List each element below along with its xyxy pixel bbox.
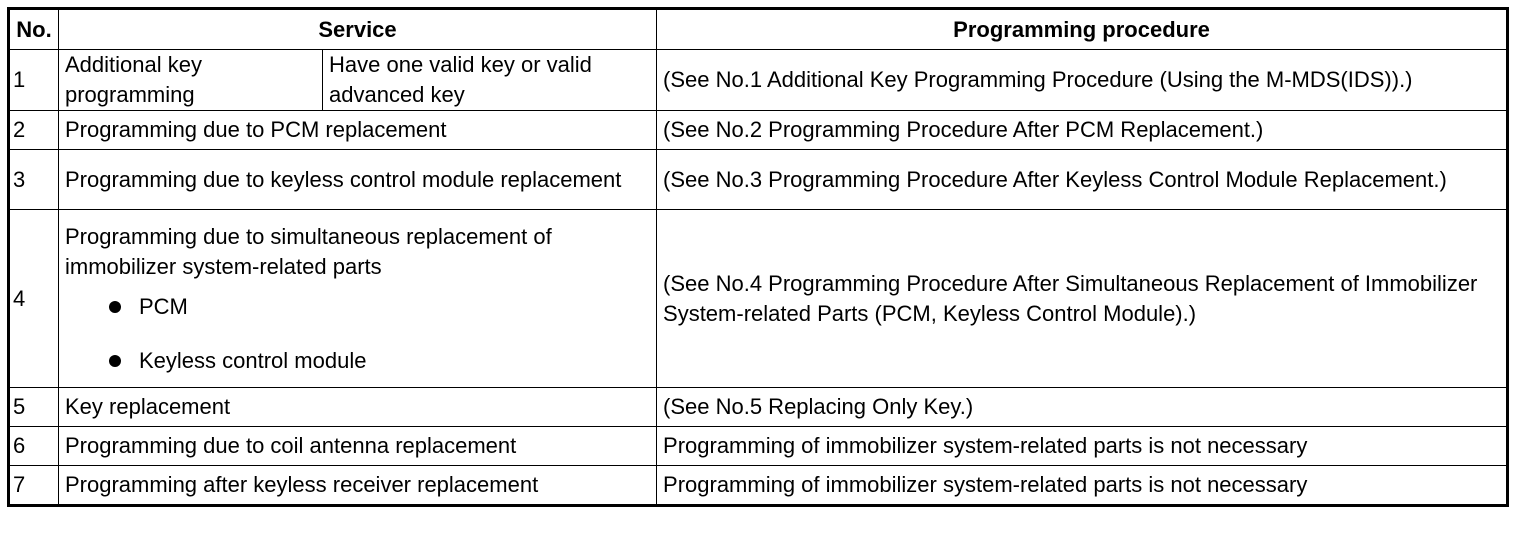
procedure-cell: (See No.2 Programming Procedure After PCM Replacement.) (657, 111, 1508, 150)
procedure-cell: (See No.3 Programming Procedure After Keyless Control Module Replacement.) (657, 150, 1508, 210)
procedure-cell: (See No.1 Additional Key Programming Procedure (Using the M-MDS(IDS)).) (657, 50, 1508, 111)
procedure-cell: Programming of immobilizer system-related parts is not necessary (657, 466, 1508, 506)
table-row (9, 111, 1508, 150)
row-number: 3 (9, 150, 59, 210)
procedure-cell: (See No.5 Replacing Only Key.) (657, 388, 1508, 427)
bullet-icon (109, 355, 121, 367)
table-row (9, 427, 1508, 466)
row-number: 1 (9, 50, 59, 111)
header-no: No. (9, 9, 59, 50)
programming-procedure-table (7, 7, 1509, 507)
procedure-cell: Programming of immobilizer system-related parts is not necessary (657, 427, 1508, 466)
condition-cell: Have one valid key or valid advanced key (323, 50, 657, 111)
service-cell: Key replacement (59, 388, 657, 427)
row-number: 5 (9, 388, 59, 427)
list-item (65, 292, 650, 322)
service-cell: Additional key programming (59, 50, 323, 111)
service-text: Programming due to simultaneous replacement of immobilizer system-related parts (65, 223, 552, 279)
service-cell: Programming due to PCM replacement (59, 111, 657, 150)
row-number: 2 (9, 111, 59, 150)
table-row (9, 50, 1508, 111)
bullet-icon (109, 301, 121, 313)
service-cell (59, 210, 657, 388)
table-row (9, 466, 1508, 506)
list-item (65, 346, 650, 376)
list-item-label: PCM (139, 293, 188, 319)
table-row (9, 210, 1508, 388)
parts-list (65, 292, 650, 376)
header-row (9, 9, 1508, 50)
procedure-cell: (See No.4 Programming Procedure After Simultaneous Replacement of Immobilizer System-related Parts (PCM, Keyless Control Module).) (657, 210, 1508, 388)
service-cell: Programming after keyless receiver replacement (59, 466, 657, 506)
list-item-label: Keyless control module (139, 347, 367, 373)
row-number: 7 (9, 466, 59, 506)
row-number: 6 (9, 427, 59, 466)
header-procedure: Programming procedure (657, 9, 1508, 50)
header-service: Service (59, 9, 657, 50)
service-cell: Programming due to coil antenna replacement (59, 427, 657, 466)
table-row (9, 150, 1508, 210)
service-cell: Programming due to keyless control module replacement (59, 150, 657, 210)
row-number: 4 (9, 210, 59, 388)
table-row (9, 388, 1508, 427)
